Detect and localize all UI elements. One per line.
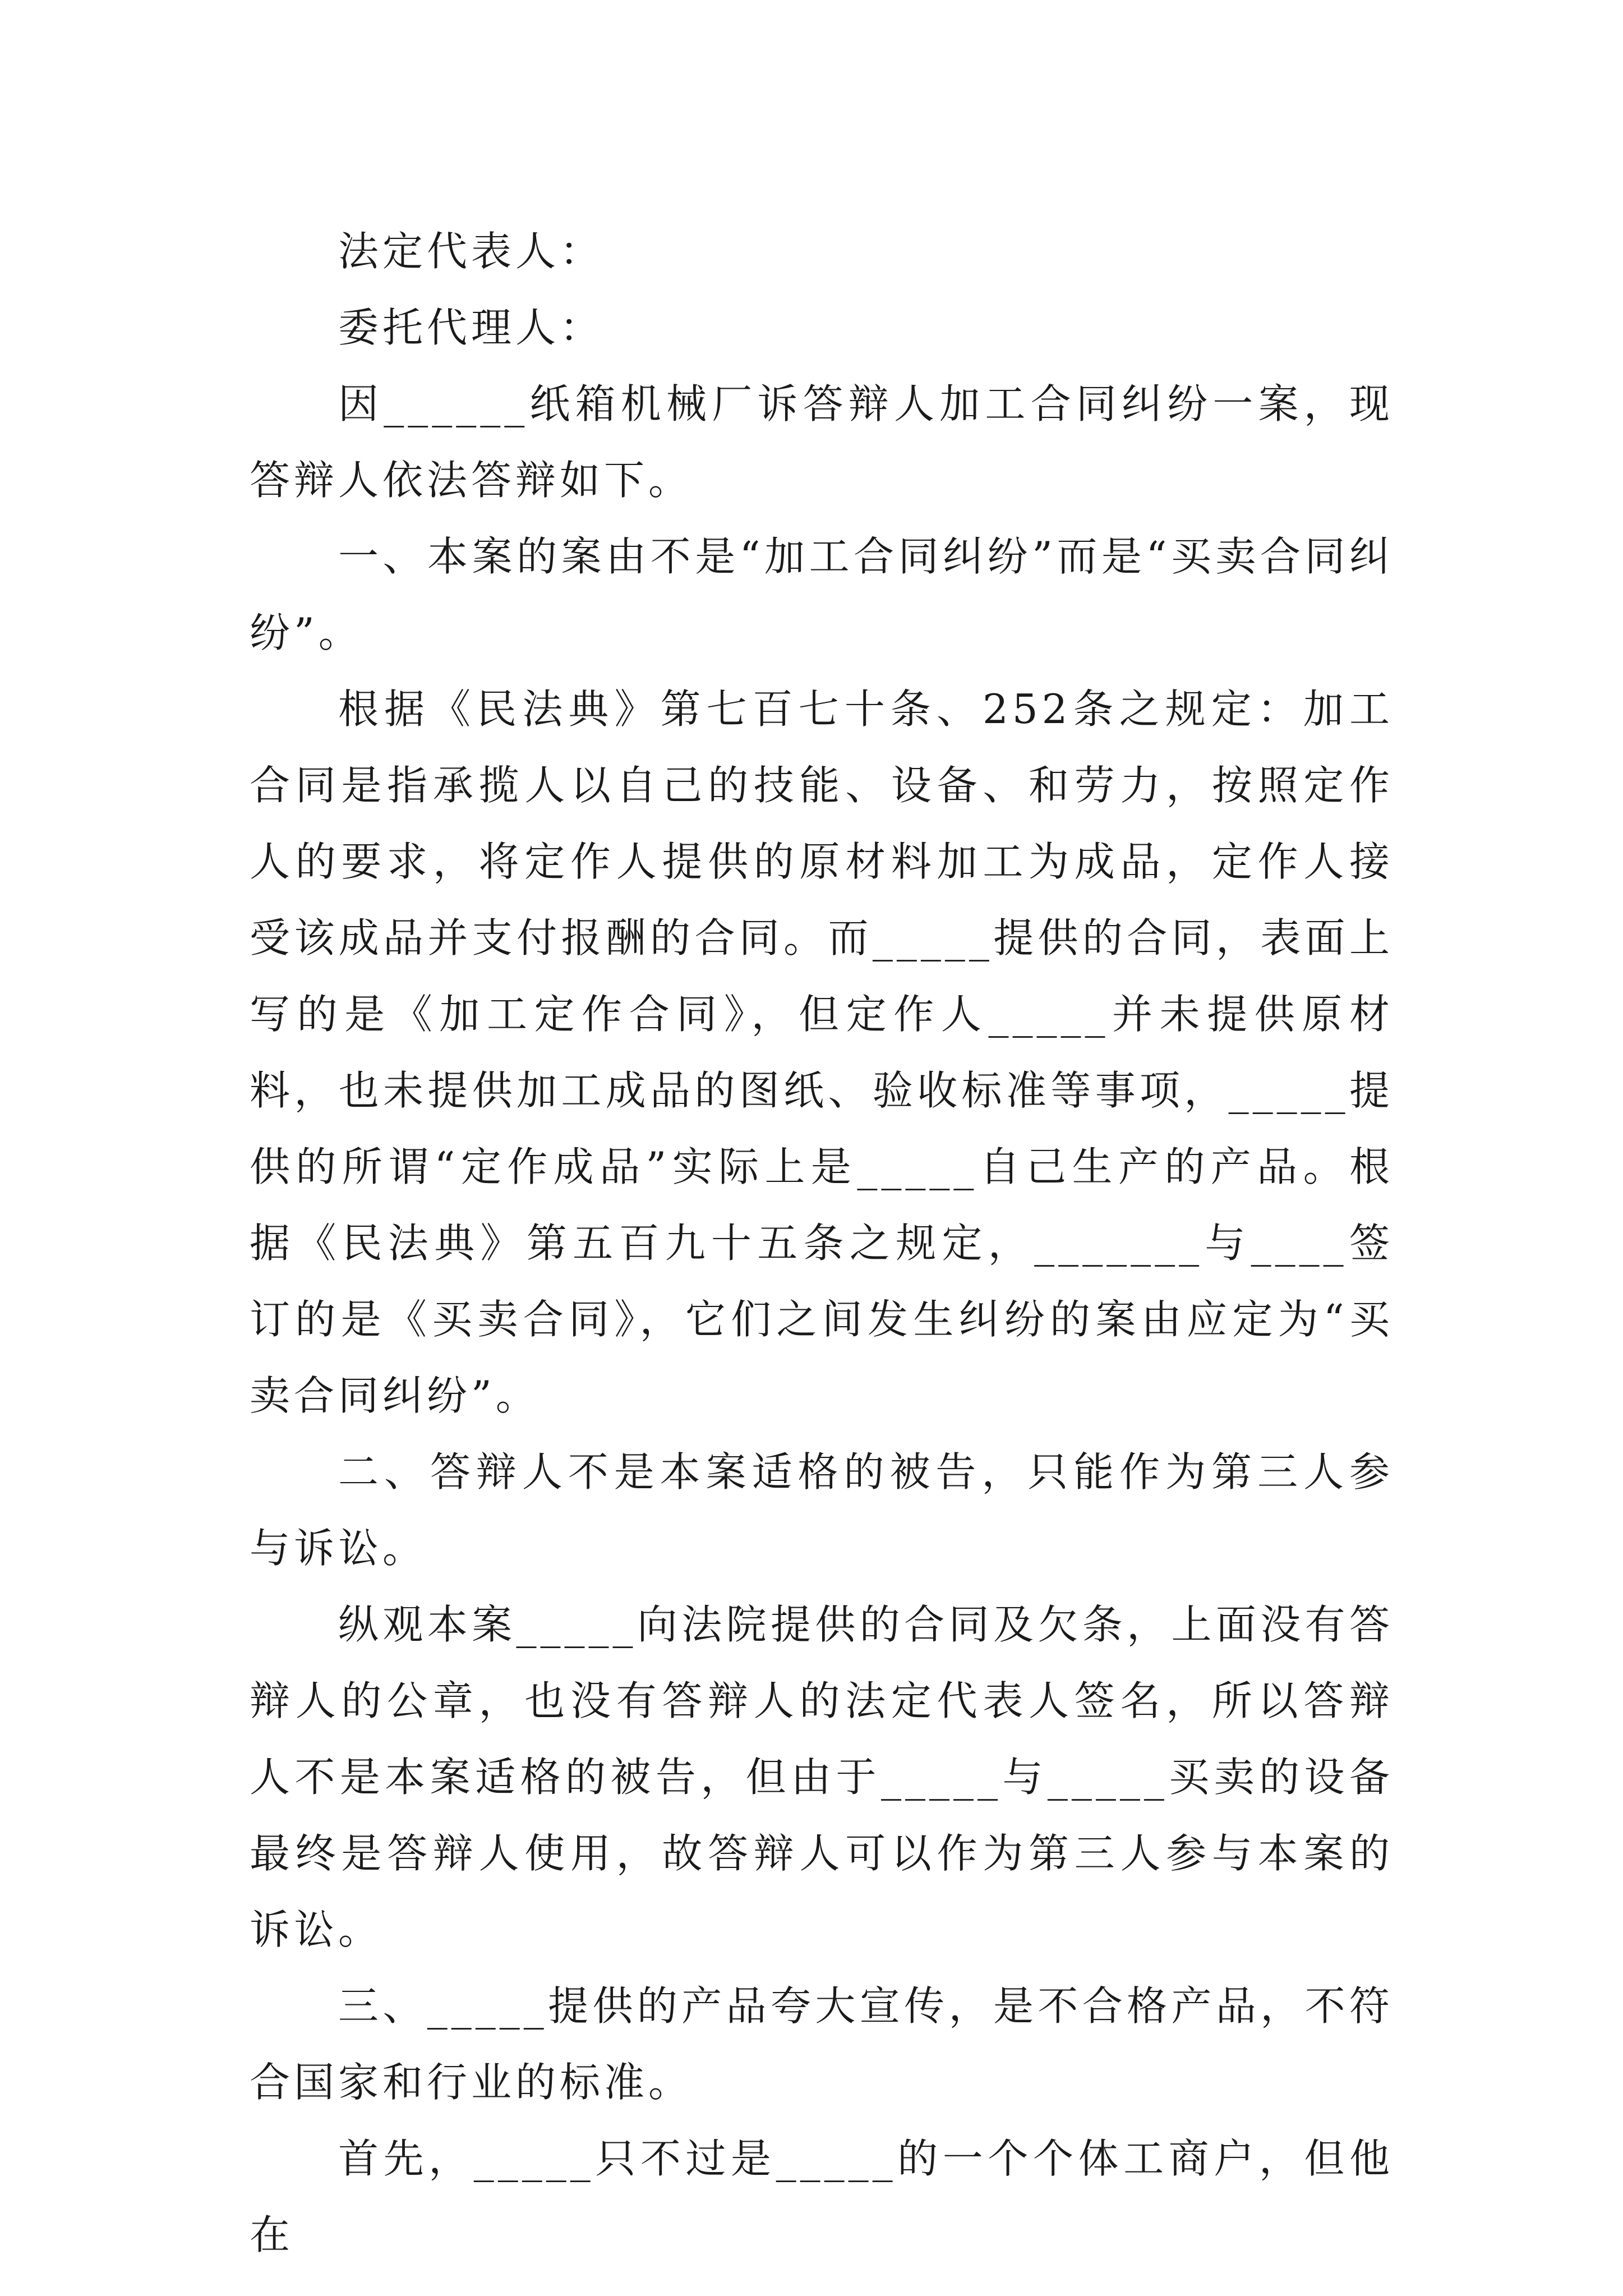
point-three-heading: 三、_____提供的产品夸大宣传，是不合格产品，不符合国家和行业的标准。: [250, 1982, 1394, 2106]
intro-paragraph: 因______纸箱机械厂诉答辩人加工合同纠纷一案，现答辩人依法答辩如下。: [250, 380, 1394, 504]
point-two-body: 纵观本案_____向法院提供的合同及欠条，上面没有答辩人的公章，也没有答辩人的法定代表人签名，所以答辩人不是本案适格的被告，但由于_____与_____买卖的设备最终是答辩人使用，故答辩人可以作为第三人参与本案的诉讼。: [250, 1601, 1394, 1953]
document-body: [250, 213, 1394, 2273]
point-two-heading: 二、答辩人不是本案适格的被告，只能作为第三人参与诉讼。: [250, 1448, 1394, 1572]
point-one-heading: 一、本案的案由不是“加工合同纠纷”而是“买卖合同纠纷”。: [250, 533, 1394, 656]
authorized-agent-line: 委托代理人：: [338, 304, 605, 351]
legal-representative-line: 法定代表人：: [338, 228, 605, 275]
point-three-body: 首先，_____只不过是_____的一个个体工商户，但他在: [250, 2135, 1394, 2258]
point-one-body: 根据《民法典》第七百七十条、252条之规定：加工合同是指承揽人以自己的技能、设备、和劳力，按照定作人的要求，将定作人提供的原材料加工为成品，定作人接受该成品并支付报酬的合同。而_____提供的合同，表面上写的是《加工定作合同》，但定作人_____并未提供原材料，也未提供加工成品的图纸、验收标准等事项，_____提供的所谓“定作成品”实际上是_____自己生产的产品。根据《民法典》第五百九十五条之规定，_______与____签订的是《买卖合同》，它们之间发生纠纷的案由应定为“买卖合同纠纷”。: [250, 685, 1394, 1419]
